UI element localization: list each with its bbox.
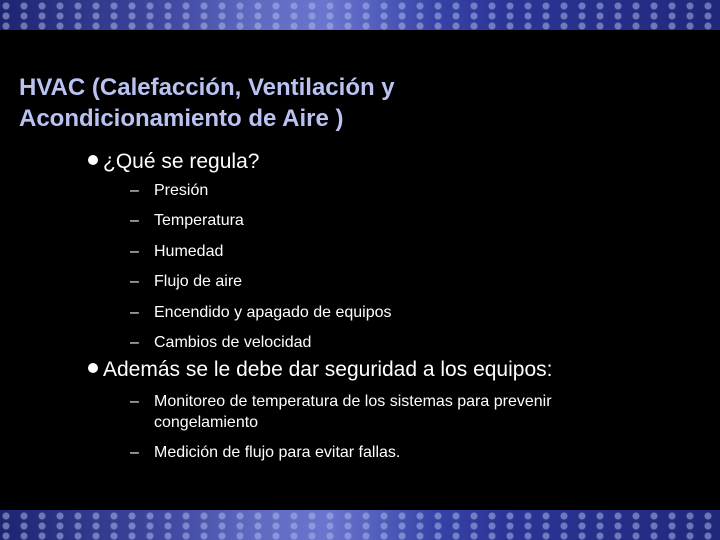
bullet-dot-icon: [88, 155, 98, 165]
dash-icon: –: [130, 243, 139, 260]
slide-title-line-1: HVAC (Calefacción, Ventilación y: [19, 74, 395, 101]
dash-icon: –: [130, 212, 139, 229]
slide-title-line-2: Acondicionamiento de Aire ): [19, 105, 344, 132]
bullet-que-se-regula: [88, 150, 259, 174]
subitem-monitoreo-temperatura: [130, 391, 650, 433]
dash-icon: –: [130, 273, 139, 290]
subitem-text: Presión: [154, 182, 209, 199]
bullet-dot-icon: [88, 363, 98, 373]
subitem-flujo-de-aire: [130, 271, 650, 292]
bullet-seguridad-equipos: [88, 358, 552, 382]
subitem-text: Temperatura: [154, 212, 244, 229]
subitem-text: Encendido y apagado de equipos: [154, 304, 392, 321]
subitem-text: Humedad: [154, 243, 224, 260]
subitem-text: Cambios de velocidad: [154, 334, 312, 351]
subitem-text: Monitoreo de temperatura de los sistemas para prevenir congelamiento: [154, 393, 552, 431]
dash-icon: –: [130, 182, 139, 199]
subitem-presion: [130, 180, 650, 201]
subitem-text: Medición de flujo para evitar fallas.: [154, 444, 401, 461]
bullet-text: Además se le debe dar seguridad a los equipos:: [103, 358, 553, 381]
subitem-temperatura: [130, 210, 650, 231]
dash-icon: –: [130, 304, 139, 321]
dash-icon: –: [130, 444, 139, 461]
subitem-cambios-velocidad: [130, 332, 650, 353]
subitem-humedad: [130, 241, 650, 262]
subitem-encendido-apagado: [130, 302, 650, 323]
dash-icon: –: [130, 334, 139, 351]
bottom-band-highlight: [0, 510, 720, 540]
bullet-text: ¿Qué se regula?: [103, 150, 260, 173]
subitem-text: Flujo de aire: [154, 273, 243, 290]
subitem-medicion-flujo: [130, 442, 650, 463]
dash-icon: –: [130, 393, 139, 410]
